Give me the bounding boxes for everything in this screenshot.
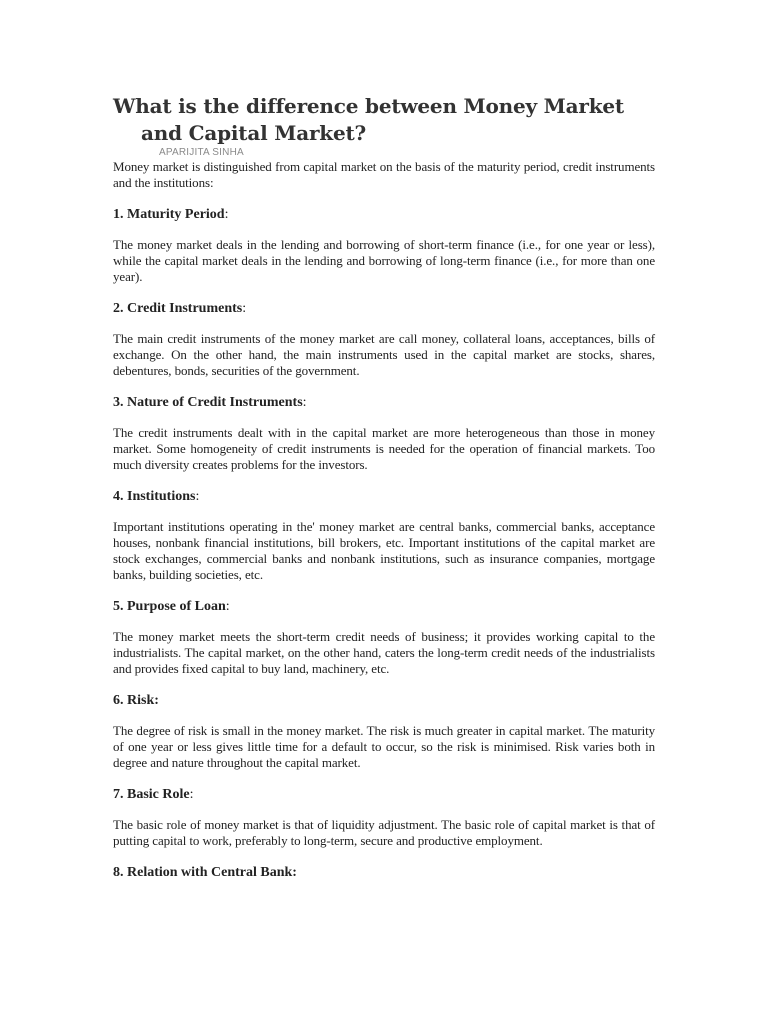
section-6 <box>113 693 655 771</box>
section-heading <box>113 787 655 803</box>
section-heading <box>113 395 655 411</box>
document-title: What is the difference between Money Market and Capital Market? <box>113 94 624 145</box>
section-body: The credit instruments dealt with in the capital market are more heterogeneous than those in money market. Some homogeneity of credit instruments is needed for the operation of financial markets. Too much diversity creates problems for the investors. <box>113 425 655 472</box>
section-heading <box>113 599 655 615</box>
section-colon: : <box>189 787 194 802</box>
section-number: 6. <box>113 693 124 708</box>
section-colon: : <box>225 599 230 614</box>
section-title: Risk: <box>127 693 159 708</box>
section-number: 1. <box>113 207 124 222</box>
section-7 <box>113 787 655 849</box>
section-title: Basic Role <box>127 787 190 802</box>
section-body: The basic role of money market is that of liquidity adjustment. The basic role of capital market is that of putting capital to work, preferably to long-term, secure and productive employment. <box>113 817 655 848</box>
document-page <box>113 93 655 895</box>
intro-paragraph: Money market is distinguished from capital market on the basis of the maturity period, credit instruments and the institutions: <box>113 159 655 190</box>
section-colon: : <box>195 489 200 504</box>
section-body: The main credit instruments of the money market are call money, collateral loans, acceptances, bills of exchange. On the other hand, the main instruments used in the capital market are stocks, shares, debentures, bonds, securities of the government. <box>113 331 655 378</box>
section-number: 5. <box>113 599 124 614</box>
section-number: 7. <box>113 787 124 802</box>
section-heading <box>113 301 655 317</box>
section-heading <box>113 207 655 223</box>
section-number: 2. <box>113 301 124 316</box>
section-1 <box>113 207 655 285</box>
section-5 <box>113 599 655 677</box>
section-title: Relation with Central Bank: <box>127 865 297 880</box>
section-3 <box>113 395 655 473</box>
section-heading <box>113 693 655 709</box>
section-title: Purpose of Loan <box>127 599 226 614</box>
section-heading <box>113 865 655 881</box>
section-body: The degree of risk is small in the money market. The risk is much greater in capital market. The maturity of one year or less gives little time for a default to occur, so the risk is minimised. Risk varies both in degree and nature throughout the capital market. <box>113 723 655 770</box>
section-body: Important institutions operating in the' money market are central banks, commercial banks, acceptance houses, nonbank financial institutions, bill brokers, etc. Important institutions of the capital market are stock exchanges, commercial banks and nonbank institutions, such as insurance companies, mortgage banks, building societies, etc. <box>113 519 655 582</box>
section-title: Institutions <box>127 489 196 504</box>
section-title: Credit Instruments <box>127 301 243 316</box>
author-name: APARIJITA SINHA <box>159 147 244 158</box>
section-colon: : <box>242 301 247 316</box>
section-number: 3. <box>113 395 124 410</box>
section-4 <box>113 489 655 583</box>
section-colon: : <box>302 395 307 410</box>
section-2 <box>113 301 655 379</box>
section-number: 4. <box>113 489 124 504</box>
section-title: Maturity Period <box>127 207 225 222</box>
section-colon: : <box>224 207 229 222</box>
section-heading <box>113 489 655 505</box>
section-title: Nature of Credit Instruments <box>127 395 303 410</box>
section-body: The money market meets the short-term credit needs of business; it provides working capital to the industrialists. The capital market, on the other hand, caters the long-term credit needs of the industrialists and provides fixed capital to buy land, machinery, etc. <box>113 629 655 676</box>
section-body: The money market deals in the lending and borrowing of short-term finance (i.e., for one year or less), while the capital market deals in the lending and borrowing of long-term finance (i.e., for more than one year). <box>113 237 655 284</box>
section-number: 8. <box>113 865 124 880</box>
section-8 <box>113 865 655 881</box>
